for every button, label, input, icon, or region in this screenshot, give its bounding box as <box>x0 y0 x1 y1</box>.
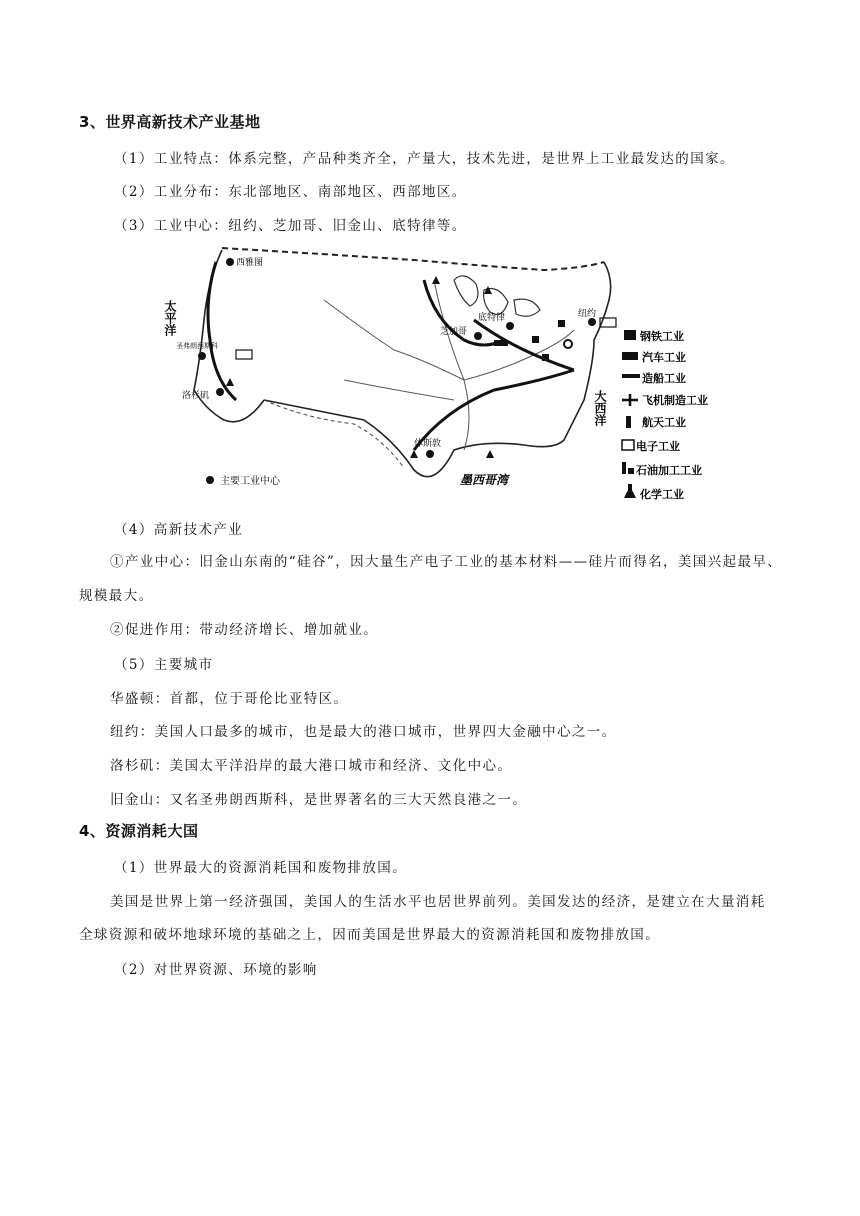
s4-item-2-title: （2）对世界资源、环境的影响 <box>114 962 318 978</box>
item-2-industry-distribution: （2）工业分布：东北部地区、南部地区、西部地区。 <box>114 184 467 200</box>
legend-auto: 汽车工业 <box>642 351 686 364</box>
item-4-title: （4）高新技术产业 <box>114 522 244 538</box>
city-newyork-desc: 纽约：美国人口最多的城市，也是最大的港口城市，世界四大金融中心之一。 <box>110 724 617 740</box>
atlantic-label: 大西洋 <box>593 390 607 426</box>
legend-chemical: 化学工业 <box>640 488 684 501</box>
legend-aircraft: 飞机制造工业 <box>642 394 708 407</box>
s4-para-line2: 全球资源和破坏地球环境的基础之上，因而美国是世界最大的资源消耗国和废物排放国。 <box>79 927 661 943</box>
legend-aerospace: 航天工业 <box>642 416 686 429</box>
city-la-desc: 洛杉矶：美国太平洋沿岸的最大港口城市和经济、文化中心。 <box>110 758 513 774</box>
legend-main-center: 主要工业中心 <box>220 476 280 487</box>
s4-para-line1: 美国是世界上第一经济强国，美国人的生活水平也居世界前列。美国发达的经济，是建立在大量消耗 <box>110 894 766 910</box>
item-4-2: ②促进作用：带动经济增长、增加就业。 <box>110 622 379 638</box>
item-1-industry-features: （1）工业特点：体系完整，产品种类齐全，产量大，技术先进，是世界上工业最发达的国家。 <box>114 151 735 167</box>
city-seattle: 西雅图 <box>236 258 264 268</box>
legend-steel: 钢铁工业 <box>640 330 684 343</box>
city-san-francisco: 圣弗朗西斯科 <box>176 342 218 350</box>
item-4-1-line2: 规模最大。 <box>79 588 154 604</box>
item-5-title: （5）主要城市 <box>114 657 214 673</box>
city-los-angeles: 洛杉矶 <box>182 391 210 401</box>
us-industry-map <box>164 240 728 504</box>
item-3-industry-centers: （3）工业中心：纽约、芝加哥、旧金山、底特律等。 <box>114 218 467 234</box>
legend-electronics: 电子工业 <box>636 440 680 453</box>
legend-shipbuilding: 造船工业 <box>642 372 686 385</box>
city-chicago: 芝加哥 <box>440 327 468 337</box>
city-washington: 华盛顿：首都，位于哥伦比亚特区。 <box>110 691 349 707</box>
section4-heading: 4、资源消耗大国 <box>79 822 199 840</box>
city-houston: 休斯敦 <box>414 439 442 449</box>
city-new-york: 纽约 <box>578 309 597 319</box>
gulf-label: 墨西哥湾 <box>460 473 509 487</box>
city-detroit: 底特律 <box>478 313 506 323</box>
section3-heading: 3、世界高新技术产业基地 <box>79 113 261 131</box>
pacific-label: 太平洋 <box>164 300 177 336</box>
s4-item-1-title: （1）世界最大的资源消耗国和废物排放国。 <box>114 860 408 876</box>
legend-petroleum: 石油加工工业 <box>636 464 702 477</box>
item-4-1-line1: ①产业中心：旧金山东南的“硅谷”，因大量生产电子工业的基本材料——硅片而得名，美国兴起最早、 <box>110 554 783 570</box>
city-sf-desc: 旧金山：又名圣弗朗西斯科，是世界著名的三大天然良港之一。 <box>110 792 528 808</box>
